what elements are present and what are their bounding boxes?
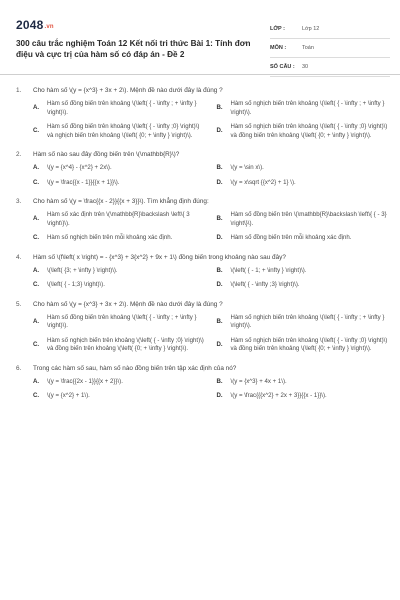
option-letter: A.	[33, 377, 40, 385]
question-item	[16, 86, 390, 140]
option-text: \(y = {x^4} - {x^2} + 2x\).	[47, 164, 112, 171]
option-letter: B.	[216, 215, 223, 223]
meta-label: LỚP :	[270, 26, 285, 32]
option-text: Hàm số đồng biến trên khoảng \(\left( { - \infty ; + \infty } \right)\).	[47, 100, 197, 116]
logo-main: 2048	[16, 18, 44, 32]
question-text: Cho hàm số \(y = {x^3} + 3x + 2\). Mệnh đề nào dưới đây là đúng ?	[33, 87, 223, 94]
answer-option[interactable]	[217, 267, 391, 276]
option-letter: B.	[216, 266, 223, 274]
question-text: Trong các hàm số sau, hàm số nào đồng biến trên tập xác định của nó?	[33, 364, 237, 372]
question-stem	[16, 150, 390, 159]
option-letter: B.	[216, 317, 223, 325]
answer-option[interactable]	[33, 267, 207, 276]
answer-option[interactable]	[33, 179, 207, 188]
answer-option[interactable]	[33, 211, 207, 228]
meta-row-subject	[270, 39, 390, 58]
option-letter: B.	[216, 377, 223, 385]
option-letter: C.	[33, 340, 40, 348]
option-text: \(y = {x^2} + 1\).	[47, 392, 90, 399]
question-stem	[16, 197, 390, 206]
meta-value: Lớp 12	[302, 26, 320, 32]
option-text: \(y = \sin x\).	[230, 164, 264, 171]
option-text: \(\left( { - 1;3} \right)\).	[47, 281, 105, 288]
meta-label: MÔN :	[270, 45, 287, 51]
question-item	[16, 300, 390, 354]
question-stem	[16, 364, 390, 373]
question-text: Hàm số nào sau đây đồng biến trên \(\mathbb{R}\)?	[33, 151, 180, 158]
option-letter: A.	[33, 215, 40, 223]
option-text: \(y = \frac{{2x - 1}}{{x + 2}}\).	[47, 377, 123, 385]
option-text: Hàm số nghịch biến trên khoảng \(\left( { - \infty ; + \infty } \right)\).	[230, 313, 385, 329]
answer-option[interactable]	[217, 378, 391, 387]
meta-value: 30	[302, 64, 309, 70]
option-text: \(\left( {3; + \infty } \right)\).	[47, 266, 118, 274]
option-text: Hàm số xác định trên \(\mathbb{R}\backslash \left\{ 3 \right\}\).	[47, 211, 190, 227]
option-text: Hàm số nghịch biến trên khoảng \(\left( { - \infty ; + \infty } \right)\).	[230, 100, 385, 116]
answer-option[interactable]	[33, 392, 207, 401]
option-letter: B.	[216, 164, 223, 171]
option-text: Hàm số nghịch biến trên mỗi khoảng xác định.	[47, 234, 173, 241]
page-header	[16, 6, 390, 68]
answer-options	[16, 314, 390, 354]
question-text: Hàm số \(f\left( x \right) = - {x^3} + 3{x^2} + 9x + 1\) đồng biến trong khoảng nào sau đây?	[33, 253, 286, 261]
answer-option[interactable]	[33, 164, 207, 173]
answer-option[interactable]	[217, 234, 391, 243]
option-text: Hàm số đồng biến trên mỗi khoảng xác định.	[230, 234, 352, 241]
answer-option[interactable]	[33, 314, 207, 331]
option-letter: D.	[216, 281, 223, 288]
option-letter: A.	[33, 266, 40, 274]
option-letter: A.	[33, 164, 40, 171]
site-logo[interactable]	[16, 18, 264, 32]
question-stem	[16, 86, 390, 95]
meta-table	[270, 6, 390, 68]
answer-option[interactable]	[217, 337, 391, 354]
answer-options	[16, 267, 390, 290]
question-item	[16, 253, 390, 290]
option-text: Hàm số nghịch biến trên khoảng \(\left( { - \infty ;0} \right)\) và đồng biến trên khoảng \(\left( {0; + \infty } \right)\).	[230, 336, 388, 352]
answer-option[interactable]	[217, 100, 391, 117]
answer-options	[16, 211, 390, 243]
question-item	[16, 197, 390, 243]
question-item	[16, 150, 390, 187]
answer-option[interactable]	[217, 281, 391, 290]
option-text: \(y = x\sqrt {{x^2} + 1} \).	[230, 178, 296, 186]
answer-option[interactable]	[33, 337, 207, 354]
option-text: \(y = {x^3} + 4x + 1\).	[230, 377, 287, 385]
meta-row-class	[270, 20, 390, 39]
meta-row-count	[270, 58, 390, 77]
answer-option[interactable]	[33, 100, 207, 117]
option-text: Hàm số đồng biến trên \(\mathbb{R}\backslash \left\{ { - 3} \right\}\).	[230, 211, 387, 227]
option-text: \(y = \frac{{x - 1}}{{x + 1}}\).	[47, 178, 120, 186]
answer-option[interactable]	[33, 123, 207, 140]
answer-options	[16, 378, 390, 401]
question-text: Cho hàm số \(y = {x^3} + 3x + 2\). Mệnh đề nào dưới đây là đúng ?	[33, 300, 223, 308]
option-letter: D.	[216, 127, 223, 135]
option-text: \(y = \frac{{{x^2} + 2x + 3}}{{x - 1}}\).	[230, 392, 327, 399]
option-text: Hàm số nghịch biến trên khoảng \(\left( { - \infty ;0} \right)\) và đồng biến trên khoảng \(\left( {0; + \infty } \right)\).	[47, 336, 204, 352]
answer-option[interactable]	[217, 123, 391, 140]
question-item	[16, 364, 390, 401]
question-number: 1.	[16, 87, 22, 94]
question-number: 6.	[16, 364, 22, 372]
logo-suffix: .vn	[44, 24, 54, 30]
header-left	[16, 6, 264, 68]
answer-option[interactable]	[217, 392, 391, 401]
answer-option[interactable]	[217, 164, 391, 173]
option-letter: D.	[216, 340, 223, 348]
question-number: 2.	[16, 151, 22, 158]
question-stem	[16, 300, 390, 309]
answer-option[interactable]	[217, 314, 391, 331]
option-text: \(\left( { - \infty ;3} \right)\).	[230, 281, 300, 288]
answer-option[interactable]	[33, 234, 207, 243]
answer-option[interactable]	[217, 211, 391, 228]
answer-option[interactable]	[33, 378, 207, 387]
option-letter: C.	[33, 178, 40, 186]
option-letter: D.	[216, 234, 223, 241]
option-letter: D.	[216, 392, 223, 399]
meta-value: Toán	[302, 45, 314, 51]
option-letter: C.	[33, 127, 40, 135]
question-stem	[16, 253, 390, 262]
option-text: \(\left( { - 1; + \infty } \right)\).	[230, 266, 307, 274]
option-letter: A.	[33, 317, 40, 325]
option-letter: C.	[33, 281, 40, 288]
meta-label: SỐ CÂU :	[270, 64, 295, 70]
option-letter: A.	[33, 104, 40, 112]
question-number: 3.	[16, 198, 22, 205]
answer-option[interactable]	[217, 179, 391, 188]
option-text: Hàm số đồng biến trên khoảng \(\left( { - \infty ;0} \right)\) và nghịch biến trên khoảng \(\left( {0; + \infty } \right)\).	[47, 123, 200, 139]
question-text: Cho hàm số \(y = \frac{{x - 2}}{{x + 3}}\). Tìm khẳng định đúng:	[33, 198, 209, 205]
option-text: Hàm số đồng biến trên khoảng \(\left( { - \infty ; + \infty } \right)\).	[47, 313, 197, 329]
answer-options	[16, 100, 390, 140]
answer-option[interactable]	[33, 281, 207, 290]
option-text: Hàm số nghịch biến trên khoảng \(\left( { - \infty ;0} \right)\) và đồng biến trên khoảng \(\left( {0; + \infty } \right)\).	[230, 123, 388, 139]
question-number: 5.	[16, 300, 22, 308]
answer-options	[16, 164, 390, 187]
option-letter: C.	[33, 392, 40, 399]
option-letter: B.	[216, 104, 223, 112]
question-number: 4.	[16, 253, 22, 261]
document-title: 300 câu trắc nghiệm Toán 12 Kết nối tri thức Bài 1: Tính đơn điệu và cực trị của hàm số có đáp án - Đề 2	[16, 39, 251, 59]
option-letter: C.	[33, 234, 40, 241]
question-list	[16, 75, 390, 401]
option-letter: D.	[216, 178, 223, 186]
